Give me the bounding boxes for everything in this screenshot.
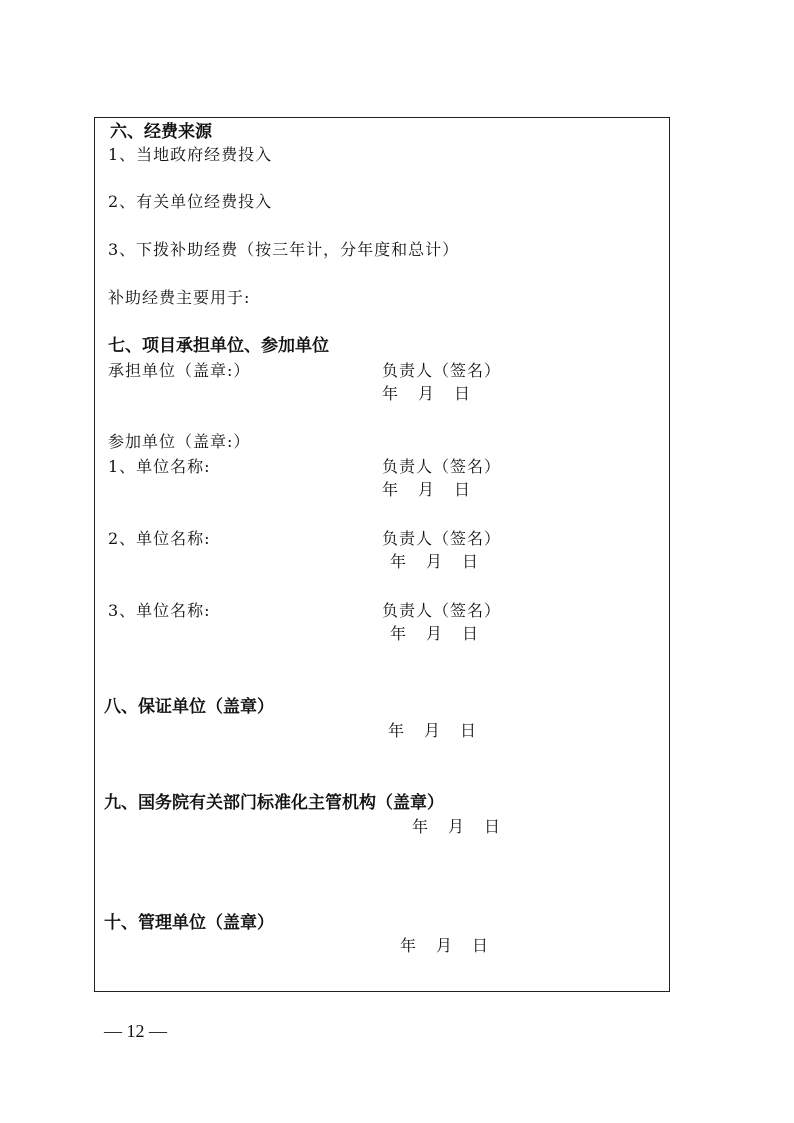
date-month: 月 [418,384,435,403]
date-month: 月 [426,624,443,643]
section9-heading: 九、国务院有关部门标准化主管机构（盖章） [104,793,444,813]
signature-label: 负责人（签名） [382,601,502,620]
date-line [390,626,478,642]
section7-heading: 七、项目承担单位、参加单位 [108,336,329,356]
date-month: 月 [418,480,435,499]
funding-item-1: 1、当地政府经费投入 [108,145,273,164]
unit-name-3: 3、单位名称: [108,601,211,620]
section10-heading: 十、管理单位（盖章） [104,913,274,933]
date-line [388,723,476,739]
date-month: 月 [448,817,465,836]
unit-name-1: 1、单位名称: [108,457,211,476]
date-day: 日 [454,384,471,403]
date-month: 月 [424,721,441,740]
signature-label: 负责人（签名） [382,361,502,380]
date-line [400,938,488,954]
date-line [412,819,500,835]
date-month: 月 [426,552,443,571]
participating-units-label: 参加单位（盖章:） [108,432,251,451]
date-day: 日 [460,721,477,740]
date-line [382,386,470,402]
unit-name-2: 2、单位名称: [108,529,211,548]
date-year: 年 [400,936,417,955]
section6-heading: 六、经费来源 [110,122,212,142]
date-year: 年 [382,384,399,403]
date-day: 日 [462,624,479,643]
date-day: 日 [462,552,479,571]
date-year: 年 [390,624,407,643]
date-line [382,482,470,498]
date-day: 日 [484,817,501,836]
date-year: 年 [388,721,405,740]
section8-heading: 八、保证单位（盖章） [104,697,274,717]
funding-item-3: 3、下拨补助经费（按三年计，分年度和总计） [108,240,460,259]
date-year: 年 [390,552,407,571]
date-line [390,554,478,570]
date-year: 年 [382,480,399,499]
date-day: 日 [454,480,471,499]
funding-item-2: 2、有关单位经费投入 [108,192,273,211]
date-month: 月 [436,936,453,955]
undertaking-unit-label: 承担单位（盖章:） [108,361,251,380]
date-year: 年 [412,817,429,836]
date-day: 日 [472,936,489,955]
page-number: — 12 — [104,1021,167,1041]
signature-label: 负责人（签名） [382,529,502,548]
signature-label: 负责人（签名） [382,457,502,476]
funding-usage: 补助经费主要用于: [108,288,251,307]
